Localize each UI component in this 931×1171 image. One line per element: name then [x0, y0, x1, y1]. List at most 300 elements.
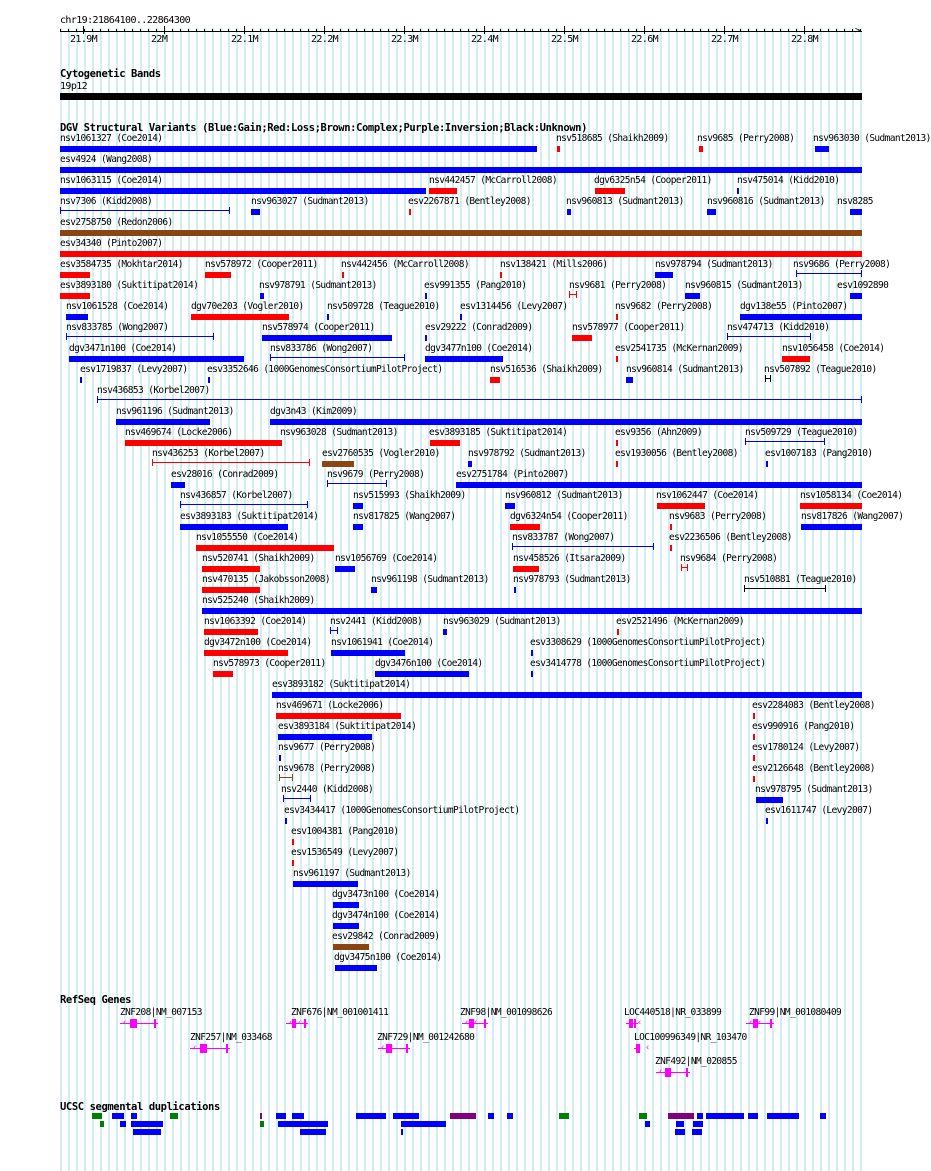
ruler-minor-tick [756, 29, 757, 32]
sv-feature-unknown[interactable] [744, 585, 826, 592]
sv-label: nsv963029 (Sudmant2013) [443, 616, 561, 627]
segdup-feature[interactable] [100, 1121, 104, 1127]
ruler-minor-tick [132, 29, 133, 32]
sv-label: dgv6325n54 (Cooper2011) [594, 175, 712, 186]
sv-feature-gain[interactable] [60, 188, 426, 194]
sv-feature-gain[interactable] [333, 902, 359, 908]
sv-feature-loss[interactable] [204, 629, 258, 635]
sv-feature-loss[interactable] [204, 650, 288, 656]
ruler-major-tick [484, 26, 485, 34]
sv-bracket-end [825, 585, 826, 592]
sv-feature-loss[interactable] [125, 440, 280, 446]
ruler-major-tick [244, 26, 245, 34]
ruler-minor-tick [716, 29, 717, 32]
sv-label: nsv963027 (Sudmant2013) [251, 196, 369, 207]
sv-feature-gain[interactable] [850, 293, 862, 299]
segdup-feature[interactable] [133, 1129, 161, 1135]
sv-feature-loss[interactable] [276, 713, 401, 719]
sv-label: nsv518685 (Shaikh2009) [556, 133, 669, 144]
sv-bracket-end [404, 354, 405, 361]
ruler-minor-tick [516, 29, 517, 32]
sv-feature-complex[interactable] [322, 461, 354, 467]
sv-label: esv34340 (Pinto2007) [60, 238, 163, 249]
sv-label: nsv1062447 (Coe2014) [656, 490, 759, 501]
sv-feature-gain[interactable] [335, 965, 377, 971]
sv-label: esv3893185 (Suktitipat2014) [429, 427, 568, 438]
sv-feature-gain[interactable] [353, 524, 363, 530]
sv-bracket-end [727, 333, 728, 340]
ruler-minor-tick [276, 29, 277, 32]
sv-label: esv4924 (Wang2008) [60, 154, 153, 165]
sv-feature-gain[interactable] [278, 734, 372, 740]
gene-label: ZNF676|NM_001001411 [291, 1007, 389, 1018]
ruler-minor-tick [636, 29, 637, 32]
sv-label: nsv1061941 (Coe2014) [331, 637, 434, 648]
sv-label: esv3352646 (1000GenomesConsortiumPilotProject) [207, 364, 443, 375]
sv-label: esv1930056 (Bentley2008) [615, 448, 738, 459]
ruler-minor-tick [116, 29, 117, 32]
gene-label: ZNF99|NM_001080409 [749, 1007, 842, 1018]
segdup-feature[interactable] [300, 1129, 326, 1135]
sv-feature-loss[interactable] [616, 461, 618, 467]
segdup-feature[interactable] [131, 1113, 137, 1119]
ruler-minor-tick [180, 29, 181, 32]
ruler-minor-tick [260, 29, 261, 32]
ruler-minor-tick [676, 29, 677, 32]
sv-feature-loss[interactable] [670, 545, 672, 551]
sv-label: nsv961197 (Sudmant2013) [293, 868, 411, 879]
segdup-feature[interactable] [668, 1113, 694, 1119]
segdup-feature[interactable] [639, 1113, 647, 1119]
sv-feature-gain[interactable] [707, 209, 716, 215]
sv-feature-gain[interactable] [456, 482, 862, 488]
sv-bracket-line [279, 777, 293, 778]
sv-feature-gain[interactable] [505, 503, 515, 509]
ruler-minor-tick [780, 29, 781, 32]
ruler-minor-tick [388, 29, 389, 32]
ruler-minor-tick [348, 29, 349, 32]
sv-label: nsv1058134 (Coe2014) [800, 490, 903, 501]
sv-label: esv3434417 (1000GenomesConsortiumPilotProject) [284, 805, 520, 816]
sv-feature-gain[interactable] [567, 209, 571, 215]
segdup-feature[interactable] [450, 1113, 476, 1119]
sv-feature-loss[interactable] [202, 566, 260, 572]
sv-feature-gain[interactable] [331, 650, 405, 656]
sv-label: esv1004381 (Pang2010) [291, 826, 399, 837]
segdup-feature[interactable] [767, 1113, 799, 1119]
sv-feature-gain[interactable] [371, 587, 377, 593]
sv-feature-gain[interactable] [293, 881, 358, 887]
gene-label: ZNF257|NM_033468 [190, 1032, 272, 1043]
sv-feature-loss[interactable] [681, 564, 688, 571]
sv-feature-loss[interactable] [191, 314, 289, 320]
sv-label: nsv1061528 (Coe2014) [66, 301, 169, 312]
sv-bracket-end [337, 627, 338, 634]
segdup-feature[interactable] [276, 1113, 286, 1119]
segdup-track-title: UCSC segmental duplications [60, 1101, 220, 1113]
ruler-minor-tick [660, 29, 661, 32]
sv-feature-gain[interactable] [850, 209, 862, 215]
segdup-feature[interactable] [131, 1121, 163, 1127]
ruler-minor-tick [708, 29, 709, 32]
sv-feature-loss[interactable] [782, 356, 810, 362]
segdup-feature[interactable] [170, 1113, 178, 1119]
segdup-feature[interactable] [645, 1121, 650, 1127]
sv-feature-gain[interactable] [766, 818, 768, 824]
ruler-minor-tick [252, 29, 253, 32]
sv-feature-loss[interactable] [616, 440, 618, 446]
sv-bracket-end [681, 564, 682, 571]
sv-bracket-line [512, 546, 654, 547]
ruler-major-tick [804, 26, 805, 34]
sv-feature-loss[interactable] [430, 440, 460, 446]
sv-feature-gain[interactable] [443, 629, 447, 635]
ruler-minor-tick [852, 29, 853, 32]
ruler-minor-tick [540, 29, 541, 32]
sv-feature-loss[interactable] [280, 440, 282, 446]
sv-feature-gain[interactable] [353, 503, 363, 509]
sv-feature-gain[interactable] [425, 335, 427, 341]
strand-arrow-icon: ‹ ‹ [122, 1018, 136, 1028]
sv-label: nsv578972 (Cooper2011) [205, 259, 318, 270]
ruler-minor-tick [284, 29, 285, 32]
gene-label: ZNF729|NM_001242680 [377, 1032, 475, 1043]
strand-arrow-icon: ‹ ‹ [464, 1018, 478, 1028]
ruler-minor-tick [60, 29, 61, 32]
sv-feature-gain[interactable] [655, 272, 673, 278]
sv-label: nsv9679 (Perry2008) [327, 469, 425, 480]
sv-label: nsv960816 (Sudmant2013) [707, 196, 825, 207]
sv-feature-loss[interactable] [196, 545, 334, 551]
sv-feature-gain[interactable] [737, 188, 739, 194]
sv-feature-loss[interactable] [342, 272, 344, 278]
sv-label: esv2126648 (Bentley2008) [752, 763, 875, 774]
sv-feature-gain[interactable] [626, 377, 633, 383]
sv-label: esv2236506 (Bentley2008) [669, 532, 792, 543]
sv-feature-gain[interactable] [740, 314, 862, 320]
segdup-feature[interactable] [706, 1113, 744, 1119]
sv-feature-loss[interactable] [202, 587, 260, 593]
sv-feature-gain[interactable] [60, 207, 230, 214]
gene-exon [154, 1019, 156, 1028]
ruler-minor-tick [580, 29, 581, 32]
ruler-minor-tick [844, 29, 845, 32]
segdup-feature[interactable] [676, 1121, 684, 1127]
sv-label: nsv475014 (Kidd2010) [737, 175, 840, 186]
segdup-feature[interactable] [92, 1113, 102, 1119]
sv-feature-gain[interactable] [80, 377, 82, 383]
sv-feature-gain[interactable] [180, 501, 308, 508]
sv-label: nsv509728 (Teague2010) [327, 301, 440, 312]
sv-feature-loss[interactable] [753, 755, 755, 761]
ruler-major-tick [83, 26, 84, 34]
sv-feature-gain[interactable] [460, 314, 462, 320]
sv-label: nsv960814 (Sudmant2013) [626, 364, 744, 375]
sv-feature-loss[interactable] [569, 291, 577, 298]
ruler-minor-tick [476, 29, 477, 32]
ruler-tick-label: 22.1M [231, 34, 259, 45]
sv-feature-gain[interactable] [202, 608, 862, 614]
sv-bracket-end [796, 270, 797, 277]
sv-label: nsv833787 (Wong2007) [512, 532, 615, 543]
sv-feature-gain[interactable] [285, 818, 287, 824]
sv-feature-gain[interactable] [279, 755, 281, 761]
sv-label: esv3308629 (1000GenomesConsortiumPilotProject) [530, 637, 766, 648]
sv-feature-gain[interactable] [66, 314, 88, 320]
segdup-feature[interactable] [401, 1121, 446, 1127]
ruler-minor-tick [124, 29, 125, 32]
strand-arrow-icon: ‹ ‹ [658, 1067, 672, 1077]
sv-label: nsv436853 (Korbel2007) [97, 385, 210, 396]
sv-feature-gain[interactable] [425, 356, 503, 362]
sv-feature-gain[interactable] [756, 797, 783, 803]
sv-feature-loss[interactable] [572, 335, 592, 341]
segdup-feature[interactable] [559, 1113, 569, 1119]
sv-feature-gain[interactable] [375, 671, 469, 677]
sv-feature-gain[interactable] [796, 270, 862, 277]
segdup-feature[interactable] [292, 1113, 304, 1119]
segdup-feature[interactable] [820, 1113, 826, 1119]
ruler-tick-label: 22.3M [391, 34, 419, 45]
sv-feature-unknown[interactable] [765, 375, 771, 382]
sv-label: nsv469671 (Locke2006) [276, 700, 384, 711]
sv-feature-gain[interactable] [69, 356, 244, 362]
sv-bracket-end [283, 795, 284, 802]
ruler-minor-tick [156, 29, 157, 32]
ruler-minor-tick [228, 29, 229, 32]
segdup-feature[interactable] [278, 1121, 328, 1127]
sv-label: nsv509729 (Teague2010) [745, 427, 858, 438]
gene-label: LOC440518|NR_033899 [624, 1007, 722, 1018]
sv-label: nsv9682 (Perry2008) [615, 301, 713, 312]
sv-label: nsv960812 (Sudmant2013) [505, 490, 623, 501]
sv-feature-loss[interactable] [513, 566, 539, 572]
sv-label: esv3414778 (1000GenomesConsortiumPilotProject) [530, 658, 766, 669]
sv-feature-gain[interactable] [208, 377, 210, 383]
ruler-minor-tick [700, 29, 701, 32]
sv-label: esv3584735 (Mokhtar2014) [60, 259, 183, 270]
ruler-minor-tick [508, 29, 509, 32]
sv-feature-loss[interactable] [617, 629, 619, 635]
sv-label: nsv978794 (Sudmant2013) [655, 259, 773, 270]
segdup-feature[interactable] [488, 1113, 494, 1119]
sv-label: esv3893183 (Suktitipat2014) [180, 511, 319, 522]
sv-feature-gain[interactable] [270, 419, 862, 425]
sv-label: nsv9681 (Perry2008) [569, 280, 667, 291]
ruler-minor-tick [148, 29, 149, 32]
sv-feature-gain[interactable] [512, 543, 654, 550]
sv-feature-loss[interactable] [616, 314, 618, 320]
ruler-minor-tick [740, 29, 741, 32]
ruler-minor-tick [532, 29, 533, 32]
sv-label: nsv469674 (Locke2006) [125, 427, 233, 438]
ruler-minor-tick [452, 29, 453, 32]
sv-bracket-end [327, 480, 328, 487]
ruler-minor-tick [788, 29, 789, 32]
gene-label: ZNF98|NM_001098626 [460, 1007, 553, 1018]
ruler-major-tick [564, 26, 565, 34]
segdup-feature[interactable] [260, 1121, 264, 1127]
sv-label: nsv833786 (Wong2007) [270, 343, 373, 354]
sv-label: nsv436253 (Korbel2007) [152, 448, 265, 459]
sv-label: nsv138421 (Mills2006) [500, 259, 608, 270]
ruler-minor-tick [196, 29, 197, 32]
sv-feature-gain[interactable] [685, 293, 700, 299]
sv-feature-gain[interactable] [327, 480, 387, 487]
sv-bracket-line [744, 588, 826, 589]
segdup-feature[interactable] [693, 1121, 703, 1127]
gene-exon [406, 1044, 408, 1053]
sv-feature-gain[interactable] [66, 333, 214, 340]
sv-feature-gain[interactable] [425, 293, 427, 299]
sv-feature-gain[interactable] [745, 438, 825, 445]
sv-label: nsv1063392 (Coe2014) [204, 616, 307, 627]
ruler-minor-tick [108, 29, 109, 32]
ruler-minor-tick [188, 29, 189, 32]
sv-feature-loss[interactable] [753, 713, 755, 719]
sv-feature-gain[interactable] [330, 627, 338, 634]
sv-feature-gain[interactable] [468, 461, 472, 467]
ruler-minor-tick [308, 29, 309, 32]
sv-label: nsv458526 (Itsara2009) [513, 553, 626, 564]
sv-feature-loss[interactable] [800, 503, 862, 509]
sv-feature-gain[interactable] [335, 566, 355, 572]
sv-bracket-end [744, 585, 745, 592]
sv-feature-loss[interactable] [152, 459, 310, 466]
sv-feature-loss[interactable] [557, 146, 560, 152]
segdup-feature[interactable] [260, 1113, 262, 1119]
sv-feature-gain[interactable] [283, 795, 311, 802]
sv-feature-loss[interactable] [595, 188, 625, 194]
ruler-minor-tick [764, 29, 765, 32]
gene-label: ZNF208|NM_007153 [120, 1007, 202, 1018]
gene-exon [770, 1019, 772, 1028]
ruler-minor-tick [836, 29, 837, 32]
sv-feature-gain[interactable] [766, 461, 768, 467]
sv-feature-gain[interactable] [531, 650, 533, 656]
sv-feature-loss[interactable] [409, 209, 411, 215]
sv-feature-gain[interactable] [327, 314, 329, 320]
sv-feature-gain[interactable] [514, 587, 516, 593]
segdup-feature[interactable] [393, 1113, 419, 1119]
segdup-feature[interactable] [697, 1113, 703, 1119]
segdup-feature[interactable] [356, 1113, 386, 1119]
sv-feature-gain[interactable] [333, 923, 359, 929]
segdup-feature[interactable] [507, 1113, 513, 1119]
sv-feature-loss[interactable] [699, 146, 703, 152]
sv-feature-loss[interactable] [60, 293, 90, 299]
sv-feature-complex[interactable] [60, 230, 862, 236]
ruler-minor-tick [692, 29, 693, 32]
ruler-minor-tick [92, 29, 93, 32]
sv-feature-loss[interactable] [500, 272, 502, 278]
sv-label: esv9356 (Ahn2009) [615, 427, 703, 438]
sv-feature-gain[interactable] [180, 524, 288, 530]
ruler-minor-tick [212, 29, 213, 32]
sv-label: dgv3472n100 (Coe2014) [204, 637, 312, 648]
sv-bracket-end [309, 459, 310, 466]
segdup-feature[interactable] [401, 1129, 403, 1135]
ruler-minor-tick [732, 29, 733, 32]
ruler-minor-tick [340, 29, 341, 32]
sv-feature-loss[interactable] [670, 524, 672, 530]
cytoband-bar[interactable] [60, 93, 862, 100]
ruler-minor-tick [68, 29, 69, 32]
sv-bracket-end [307, 501, 308, 508]
sv-bracket-line [270, 357, 405, 358]
sv-feature-gain[interactable] [97, 396, 862, 403]
sv-feature-loss[interactable] [292, 839, 294, 845]
sv-feature-loss[interactable] [510, 524, 540, 530]
sv-feature-gain[interactable] [815, 146, 829, 152]
sv-feature-loss[interactable] [205, 272, 231, 278]
segdup-feature[interactable] [748, 1113, 758, 1119]
sv-feature-gain[interactable] [60, 146, 537, 152]
sv-feature-gain[interactable] [171, 482, 185, 488]
dgv-track-title: DGV Structural Variants (Blue:Gain;Red:Loss;Brown:Complex;Purple:Inversion;Black:Unknown) [60, 122, 588, 134]
sv-feature-loss[interactable] [616, 356, 618, 362]
sv-label: nsv833785 (Wong2007) [66, 322, 169, 333]
sv-feature-loss[interactable] [429, 188, 457, 194]
sv-feature-gain[interactable] [270, 354, 405, 361]
sv-label: esv2521496 (McKernan2009) [616, 616, 744, 627]
ruler-minor-tick [588, 29, 589, 32]
ruler-minor-tick [860, 29, 861, 32]
sv-label: esv1780124 (Levy2007) [752, 742, 860, 753]
sv-feature-loss[interactable] [490, 377, 500, 383]
segdup-feature[interactable] [120, 1121, 126, 1127]
sv-feature-loss[interactable] [657, 503, 705, 509]
sv-bracket-end [229, 207, 230, 214]
ruler-minor-tick [356, 29, 357, 32]
ruler-tick-label: 22.6M [631, 34, 659, 45]
ruler-minor-tick [420, 29, 421, 32]
ruler-minor-tick [292, 29, 293, 32]
sv-feature-gain[interactable] [251, 209, 260, 215]
sv-label: dgv3n43 (Kim2009) [270, 406, 358, 417]
sv-feature-complex[interactable] [279, 774, 293, 781]
sv-feature-gain[interactable] [262, 335, 392, 341]
sv-feature-loss[interactable] [60, 251, 862, 257]
sv-feature-gain[interactable] [260, 293, 264, 299]
sv-feature-loss[interactable] [60, 272, 90, 278]
sv-feature-gain[interactable] [116, 419, 210, 425]
sv-label: esv2267871 (Bentley2008) [408, 196, 531, 207]
segdup-feature[interactable] [112, 1113, 124, 1119]
ruler-tick-label: 22M [151, 34, 168, 45]
sv-feature-loss[interactable] [753, 734, 755, 740]
sv-bracket-line [60, 210, 230, 211]
sv-bracket-end [687, 564, 688, 571]
sv-feature-complex[interactable] [333, 944, 369, 950]
sv-label: esv3893180 (Suktitipat2014) [60, 280, 199, 291]
sv-feature-gain[interactable] [801, 524, 862, 530]
sv-feature-loss[interactable] [753, 776, 755, 782]
ruler-minor-tick [204, 29, 205, 32]
ruler-minor-tick [220, 29, 221, 32]
sv-feature-gain[interactable] [60, 167, 862, 173]
sv-feature-gain[interactable] [727, 333, 811, 340]
sv-label: nsv1056769 (Coe2014) [335, 553, 438, 564]
segdup-feature[interactable] [692, 1129, 702, 1135]
ruler[interactable] [60, 26, 862, 48]
segdup-feature[interactable] [675, 1129, 685, 1135]
sv-feature-loss[interactable] [213, 671, 233, 677]
sv-label: esv29222 (Conrad2009) [425, 322, 533, 333]
sv-feature-gain[interactable] [272, 692, 862, 698]
sv-feature-loss[interactable] [292, 860, 294, 866]
sv-feature-gain[interactable] [531, 671, 533, 677]
